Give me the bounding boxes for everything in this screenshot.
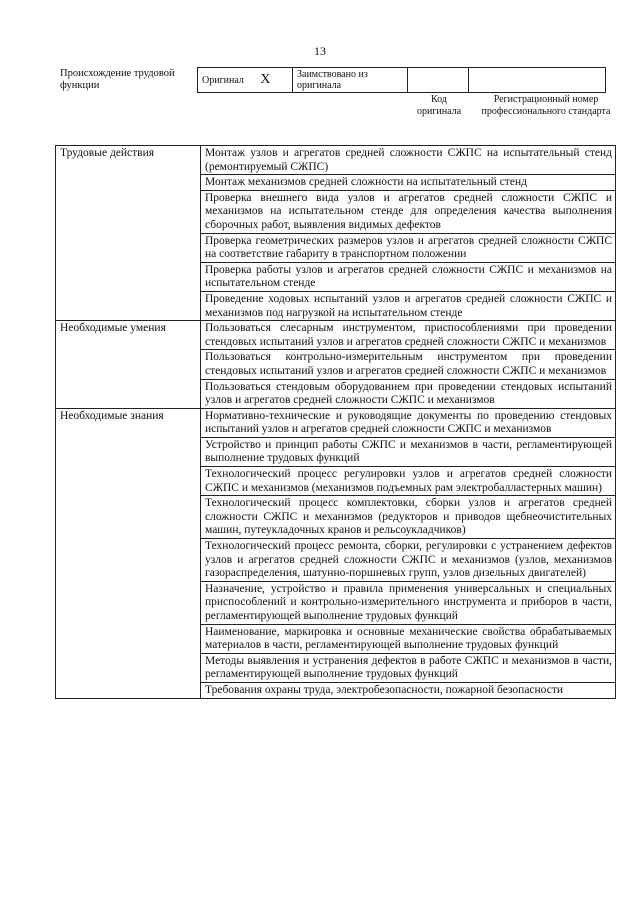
section-item: Нормативно-технические и руководящие документы по проведению стендовых испытаний узлов и агрегатов средней сложности СЖПС и механизмов bbox=[201, 408, 616, 437]
section-item: Технологический процесс комплектовки, сборки узлов и агрегатов средней сложности СЖПС и механизмов (редукторов и приводов щебнеочистительных машин, путеукладочных кранов и рельсоукладчиков) bbox=[201, 496, 616, 539]
section-item: Пользоваться контрольно-измерительным инструментом при проведении стендовых испытаний узлов и агрегатов средней сложности СЖПС и механизмов bbox=[201, 350, 616, 379]
section-item: Проверка работы узлов и агрегатов средней сложности СЖПС и механизмов на испытательном стенде bbox=[201, 262, 616, 291]
section-item: Проверка внешнего вида узлов и агрегатов средней сложности СЖПС и механизмов на испытательном стенде для определения качества выполнения сборочных работ, выявления видимых дефектов bbox=[201, 190, 616, 233]
section-item: Монтаж механизмов средней сложности на испытательный стенд bbox=[201, 175, 616, 191]
borrowed-cell: Заимствовано из оригинала bbox=[293, 68, 408, 93]
original-label: Оригинал bbox=[202, 75, 244, 86]
section-item: Методы выявления и устранения дефектов в работе СЖПС и механизмов в части, регламентирующей выполнение трудовых функций bbox=[201, 653, 616, 682]
origin-label: Происхождение трудовой функции bbox=[60, 68, 175, 91]
table-row bbox=[56, 321, 616, 350]
registration-number-caption: Регистрационный номер профессионального стандарта bbox=[481, 94, 611, 117]
section-title: Трудовые действия bbox=[56, 146, 201, 321]
section-item: Технологический процесс ремонта, сборки, регулировки с устранением дефектов узлов и агрегатов средней сложности СЖПС и механизмов (узлов, механизмов газораспределения, шатунно-поршневых групп, узлов дизельных двигателей) bbox=[201, 539, 616, 582]
section-item: Проверка геометрических размеров узлов и агрегатов средней сложности СЖПС на соответствие габариту в транспортном положении bbox=[201, 233, 616, 262]
registration-number-cell bbox=[469, 68, 606, 93]
original-mark: X bbox=[260, 72, 271, 87]
section-item: Наименование, маркировка и основные механические свойства обрабатываемых материалов в части, регламентирующей выполнение трудовых функций bbox=[201, 624, 616, 653]
section-item: Требования охраны труда, электробезопасности, пожарной безопасности bbox=[201, 682, 616, 698]
section-item: Монтаж узлов и агрегатов средней сложности СЖПС на испытательный стенд (ремонтируемый СЖПС) bbox=[201, 146, 616, 175]
table-row bbox=[56, 408, 616, 437]
section-item: Назначение, устройство и правила применения универсальных и специальных приспособлений и контрольно-измерительного инструмента и приборов в части, регламентирующей выполнение трудовых функций bbox=[201, 581, 616, 624]
page-number: 13 bbox=[314, 44, 326, 58]
labor-function-table bbox=[55, 145, 616, 699]
section-item: Пользоваться слесарным инструментом, приспособлениями при проведении стендовых испытаний узлов и агрегатов средней сложности СЖПС и механизмов bbox=[201, 321, 616, 350]
section-title: Необходимые знания bbox=[56, 408, 201, 698]
section-item: Пользоваться стендовым оборудованием при проведении стендовых испытаний узлов и агрегатов средней сложности СЖПС и механизмов bbox=[201, 379, 616, 408]
section-item: Устройство и принцип работы СЖПС и механизмов в части, регламентирующей выполнение трудовых функций bbox=[201, 437, 616, 466]
origin-table bbox=[197, 67, 606, 93]
original-cell bbox=[198, 68, 293, 93]
section-item: Технологический процесс регулировки узлов и агрегатов средней сложности СЖПС и механизмов (механизмов подъемных рам электробалластерных машин) bbox=[201, 467, 616, 496]
section-title: Необходимые умения bbox=[56, 321, 201, 409]
table-row bbox=[56, 146, 616, 175]
section-item: Проведение ходовых испытаний узлов и агрегатов средней сложности СЖПС и механизмов под нагрузкой на испытательном стенде bbox=[201, 291, 616, 320]
original-code-cell bbox=[408, 68, 469, 93]
original-code-caption: Код оригинала bbox=[416, 94, 462, 117]
